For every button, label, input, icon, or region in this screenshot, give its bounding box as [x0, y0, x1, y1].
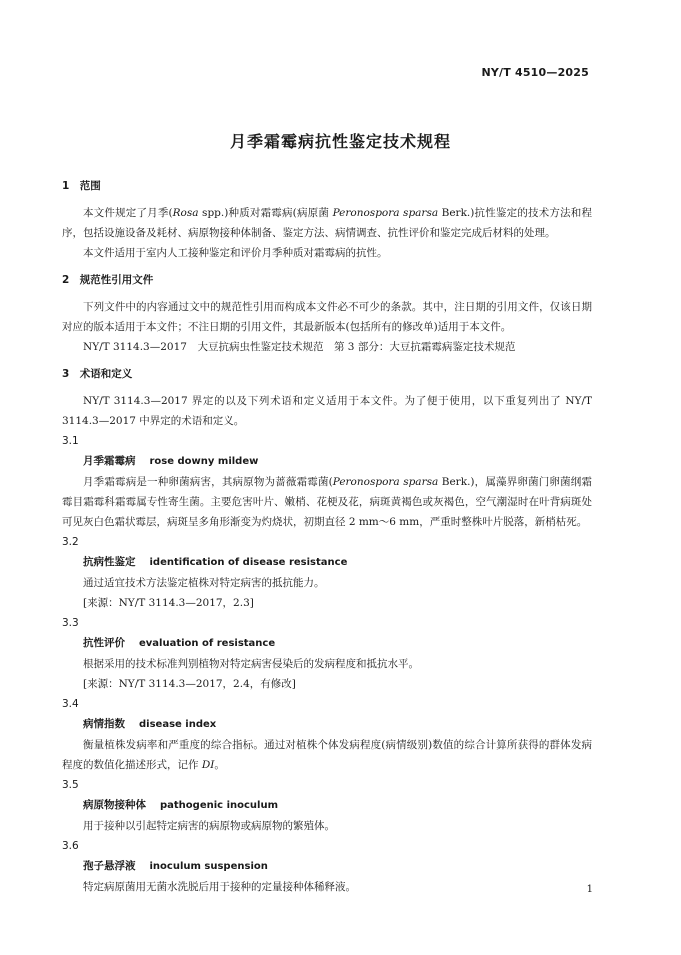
term-heading	[62, 633, 592, 654]
section-heading-normative-references: 2 规范性引用文件	[62, 274, 154, 286]
term-english: identification of disease resistance	[149, 557, 348, 568]
clause-number: 3.2	[62, 536, 79, 548]
clause-number: 3.4	[62, 698, 79, 710]
term-chinese: 孢子悬浮液	[83, 860, 136, 872]
document-title: 月季霜霉病抗性鉴定技术规程	[229, 132, 451, 151]
term-chinese: 抗病性鉴定	[83, 556, 136, 568]
term-heading	[62, 552, 592, 573]
scope-paragraph-2: 本文件适用于室内人工接种鉴定和评价月季种质对霜霉病的抗性。	[83, 247, 388, 259]
term-definition: 通过适宜技术方法鉴定植株对特定病害的抵抗能力。	[83, 577, 325, 589]
term-chinese: 抗性评价	[83, 637, 125, 649]
document-body	[62, 176, 592, 897]
term-chinese: 病情指数	[83, 718, 125, 730]
term-source: [来源：NY/T 3114.3—2017，2.3]	[83, 597, 254, 609]
term-definition: 根据采用的技术标准判别植物对特定病害侵染后的发病程度和抵抗水平。	[83, 658, 419, 670]
section-heading-scope: 1 范围	[62, 180, 101, 192]
scope-paragraph-1: 本文件规定了月季(Rosa spp.)种质对霜霉病(病原菌 Peronospora sparsa Berk.)抗性鉴定的技术方法和程序，包括设施设备及耗材、病原物接种体制备、鉴定方法、病情调查、抗性评价和鉴定完成后材料的处理。	[62, 207, 592, 239]
clause-number: 3.3	[62, 617, 79, 629]
term-definition: 用于接种以引起特定病害的病原物或病原物的繁殖体。	[83, 820, 335, 832]
standard-code: NY/T 4510—2025	[481, 66, 589, 79]
term-heading	[62, 856, 592, 877]
clause-number: 3.1	[62, 435, 79, 447]
term-heading	[62, 795, 592, 816]
term-english: disease index	[139, 719, 217, 730]
term-heading	[62, 714, 592, 735]
term-english: pathogenic inoculum	[160, 800, 279, 811]
term-chinese: 月季霜霉病	[83, 455, 136, 467]
terms-intro-paragraph: NY/T 3114.3—2017 界定的以及下列术语和定义适用于本文件。为了便于使用，以下重复列出了 NY/T 3114.3—2017 中界定的术语和定义。	[62, 395, 592, 427]
normative-reference-item: NY/T 3114.3—2017 大豆抗病虫性鉴定技术规范 第 3 部分：大豆抗霜霉病鉴定技术规范	[83, 341, 516, 353]
term-english: inoculum suspension	[149, 861, 268, 872]
normative-paragraph: 下列文件中的内容通过文中的规范性引用而构成本文件必不可少的条款。其中，注日期的引用文件，仅该日期对应的版本适用于本文件；不注日期的引用文件，其最新版本(包括所有的修改单)适用于本文件。	[62, 301, 592, 333]
term-definition: 衡量植株发病率和严重度的综合指标。通过对植株个体发病程度(病情级别)数值的综合计算所获得的群体发病程度的数值化描述形式，记作 DI。	[62, 739, 592, 771]
page-number: 1	[586, 884, 593, 895]
clause-number: 3.5	[62, 779, 79, 791]
section-heading-terms: 3 术语和定义	[62, 368, 133, 380]
term-english: rose downy mildew	[149, 456, 259, 467]
term-definition: 月季霜霉病是一种卵菌病害，其病原物为蔷薇霜霉菌(Peronospora sparsa Berk.)，属藻界卵菌门卵菌纲霜霉目霜霉科霜霉属专性寄生菌。主要危害叶片、嫩梢、花梗及花，病斑黄褐色或灰褐色，空气潮湿时在叶背病斑处可见灰白色霜状霉层，病斑呈多角形渐变为灼烧状，初期直径 2 mm～6 mm，严重时整株叶片脱落，新梢枯死。	[62, 476, 592, 528]
term-heading	[62, 451, 592, 472]
term-definition: 特定病原菌用无菌水洗脱后用于接种的定量接种体稀释液。	[83, 881, 356, 893]
clause-number: 3.6	[62, 840, 79, 852]
term-english: evaluation of resistance	[139, 638, 276, 649]
term-chinese: 病原物接种体	[83, 799, 146, 811]
term-source: [来源：NY/T 3114.3—2017，2.4，有修改]	[83, 678, 296, 690]
